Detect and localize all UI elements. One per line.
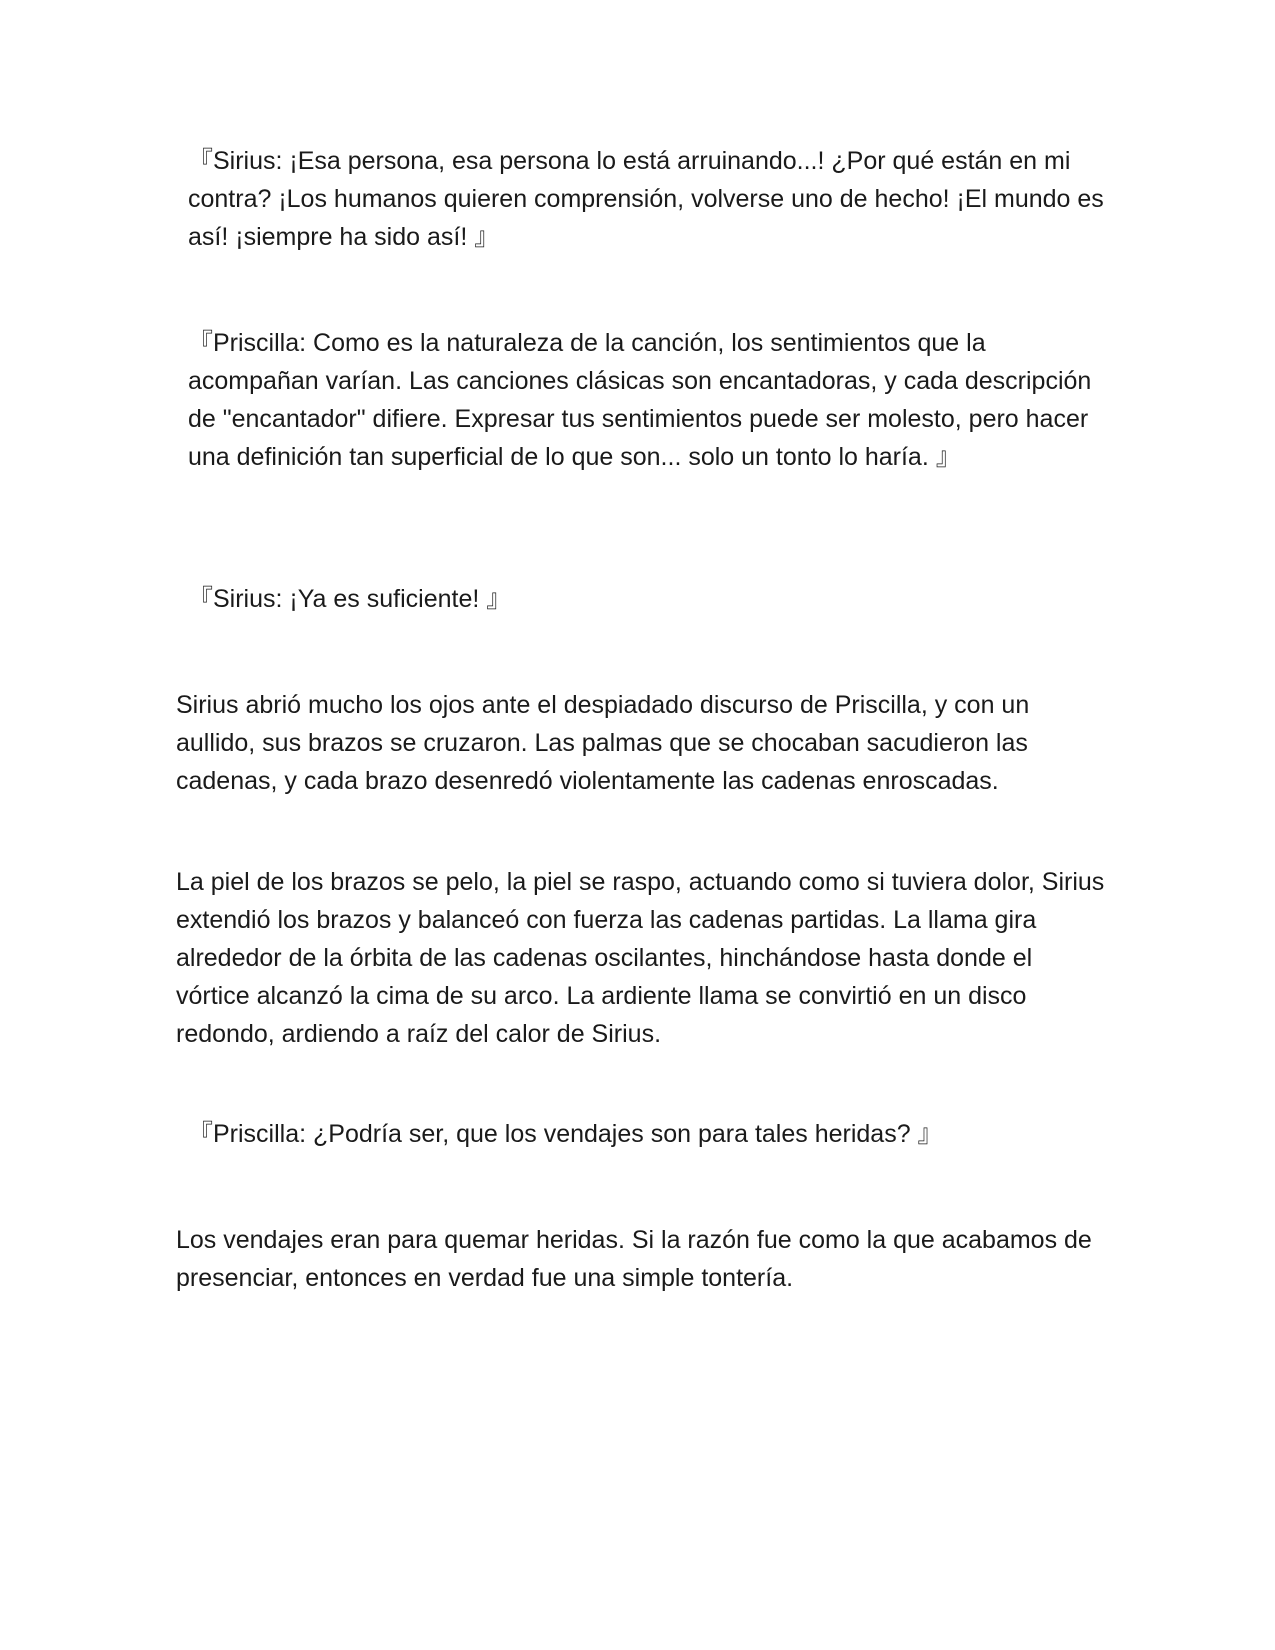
dialogue-priscilla-2: 『Priscilla: ¿Podría ser, que los vendajes son para tales heridas? 』 [188, 1120, 943, 1148]
dialogue-sirius-2: 『Sirius: ¡Ya es suficiente! 』 [188, 585, 512, 613]
dialogue-sirius-1: 『Sirius: ¡Esa persona, esa persona lo está arruinando...! ¿Por qué están en mi contra? ¡Los humanos quieren comprensión, volverse uno de hecho! ¡El mundo es así! ¡siempre ha sido así! 』 [188, 147, 1104, 251]
narration-paragraph-3: Los vendajes eran para quemar heridas. Si la razón fue como la que acabamos de presenciar, entonces en verdad fue una simple tontería. [176, 1226, 1092, 1292]
narration-paragraph-2: La piel de los brazos se pelo, la piel se raspo, actuando como si tuviera dolor, Sirius extendió los brazos y balanceó con fuerza las cadenas partidas. La llama gira alrededor de la órbita de las cadenas oscilantes, hinchándose hasta donde el vórtice alcanzó la cima de su arco. La ardiente llama se convirtió en un disco redondo, ardiendo a raíz del calor de Sirius. [176, 868, 1105, 1048]
narration-paragraph-1: Sirius abrió mucho los ojos ante el despiadado discurso de Priscilla, y con un aullido, sus brazos se cruzaron. Las palmas que se chocaban sacudieron las cadenas, y cada brazo desenredó violentamente las cadenas enroscadas. [176, 691, 1030, 795]
dialogue-priscilla-1: 『Priscilla: Como es la naturaleza de la canción, los sentimientos que la acompañan varían. Las canciones clásicas son encantadoras, y cada descripción de "encantador" difiere. Expresar tus sentimientos puede ser molesto, pero hacer una definición tan superficial de lo que son... solo un tonto lo haría. 』 [188, 329, 1092, 471]
